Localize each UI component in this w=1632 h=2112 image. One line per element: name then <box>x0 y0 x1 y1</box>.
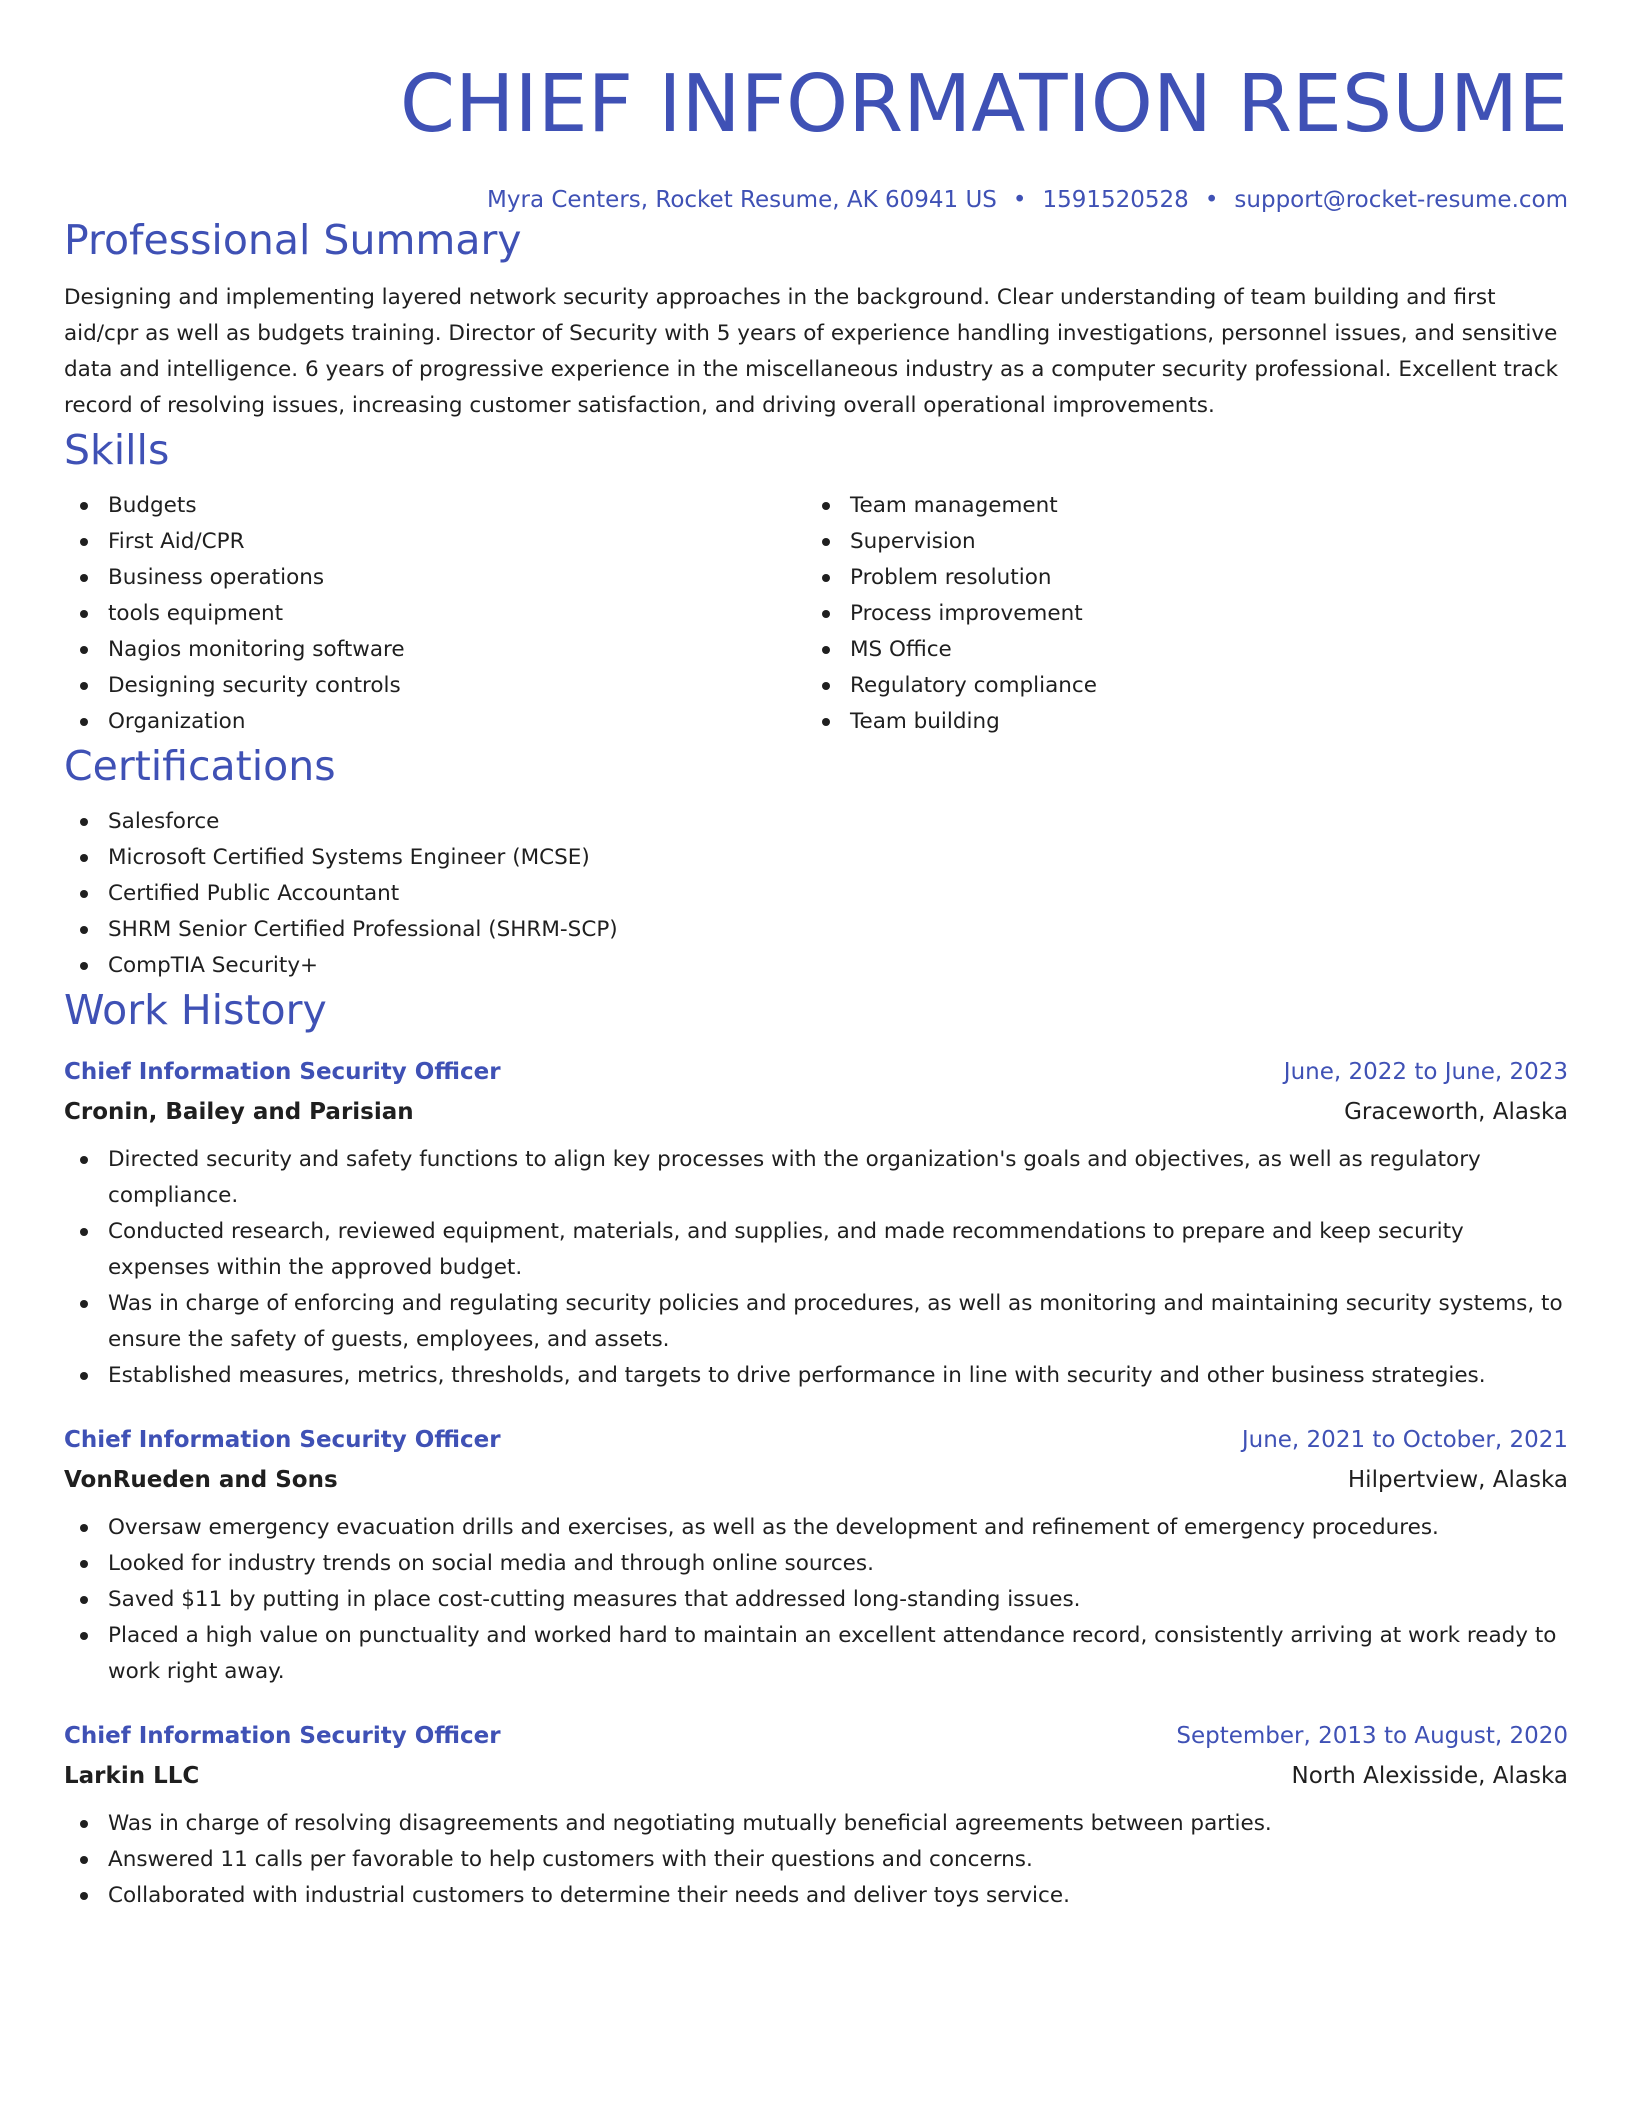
job-dates: June, 2021 to October, 2021 <box>1241 1427 1568 1453</box>
summary-heading: Professional Summary <box>64 216 522 264</box>
job-dates: September, 2013 to August, 2020 <box>1176 1723 1568 1749</box>
contact-separator: • <box>1012 187 1027 213</box>
duty-item: Answered 11 calls per favorable to help customers with their questions and concerns. <box>64 1842 1568 1878</box>
skill-item: First Aid/CPR <box>64 524 806 560</box>
certification-item: Microsoft Certified Systems Engineer (MCSE) <box>64 840 1568 876</box>
duty-item: Collaborated with industrial customers to determine their needs and deliver toys service. <box>64 1878 1568 1914</box>
job-company: Larkin LLC <box>64 1763 200 1789</box>
duty-item: Was in charge of enforcing and regulating security policies and procedures, as well as monitoring and maintaining security systems, to ensure the safety of guests, employees, and assets. <box>64 1286 1568 1358</box>
contact-address: Myra Centers, Rocket Resume, AK 60941 US <box>487 187 997 213</box>
contact-email: support@rocket-resume.com <box>1234 187 1568 213</box>
skill-item: Organization <box>64 704 806 740</box>
job-title: Chief Information Security Officer <box>64 1427 501 1453</box>
skill-item: Regulatory compliance <box>806 668 1548 704</box>
duty-item: Placed a high value on punctuality and worked hard to maintain an excellent attendance record, consistently arriving at work ready to work right away. <box>64 1618 1568 1690</box>
job-location: North Alexisside, Alaska <box>1291 1763 1568 1789</box>
summary-text: Designing and implementing layered network security approaches in the background. Clear understanding of team building and first aid/cpr as well as budgets training. Director of Security with 5 years of experience handling investigations, personnel issues, and sensitive data and intelligence. 6 years of progressive experience in the miscellaneous industry as a computer security professional. Excellent track record of resolving issues, increasing customer satisfaction, and driving overall operational improvements. <box>64 285 1559 418</box>
duty-item: Oversaw emergency evacuation drills and exercises, as well as the development and refinement of emergency procedures. <box>64 1510 1568 1546</box>
skill-item: Team building <box>806 704 1548 740</box>
job-company: Cronin, Bailey and Parisian <box>64 1099 414 1125</box>
job-entry <box>64 1052 1568 1394</box>
job-title: Chief Information Security Officer <box>64 1723 501 1749</box>
job-location: Hilpertview, Alaska <box>1347 1467 1568 1493</box>
job-company: VonRueden and Sons <box>64 1467 338 1493</box>
skill-item: Problem resolution <box>806 560 1548 596</box>
contact-separator: • <box>1204 187 1219 213</box>
skills-list <box>64 488 1568 740</box>
job-entry <box>64 1716 1568 1914</box>
certification-item: SHRM Senior Certified Professional (SHRM-SCP) <box>64 912 1568 948</box>
certification-item: Salesforce <box>64 804 1568 840</box>
duty-item: Saved $11 by putting in place cost-cutting measures that addressed long-standing issues. <box>64 1582 1568 1618</box>
skill-item: Team management <box>806 488 1548 524</box>
work-history-heading: Work History <box>64 986 327 1034</box>
certifications-heading: Certifications <box>64 742 336 790</box>
skill-item: Designing security controls <box>64 668 806 704</box>
skill-item: MS Office <box>806 632 1548 668</box>
resume-page <box>64 0 1568 1914</box>
certification-item: Certified Public Accountant <box>64 876 1568 912</box>
duty-item: Conducted research, reviewed equipment, materials, and supplies, and made recommendations to prepare and keep security expenses within the approved budget. <box>64 1214 1568 1286</box>
job-title: Chief Information Security Officer <box>64 1059 501 1085</box>
duty-item: Directed security and safety functions to align key processes with the organization's goals and objectives, as well as regulatory compliance. <box>64 1142 1568 1214</box>
skill-item: Supervision <box>806 524 1548 560</box>
skills-heading: Skills <box>64 426 170 474</box>
skill-item: Business operations <box>64 560 806 596</box>
job-duties <box>64 1142 1568 1394</box>
duty-item: Looked for industry trends on social media and through online sources. <box>64 1546 1568 1582</box>
job-dates: June, 2022 to June, 2023 <box>1283 1059 1568 1085</box>
job-entry <box>64 1420 1568 1690</box>
skills-column-right <box>806 488 1548 740</box>
contact-phone: 1591520528 <box>1042 187 1189 213</box>
job-duties <box>64 1806 1568 1914</box>
duty-item: Established measures, metrics, thresholds, and targets to drive performance in line with security and other business strategies. <box>64 1358 1568 1394</box>
skill-item: tools equipment <box>64 596 806 632</box>
job-duties <box>64 1510 1568 1690</box>
skill-item: Nagios monitoring software <box>64 632 806 668</box>
certifications-list <box>64 804 1568 984</box>
resume-title: CHIEF INFORMATION RESUME <box>399 58 1568 150</box>
skills-column-left <box>64 488 806 740</box>
skill-item: Budgets <box>64 488 806 524</box>
contact-line <box>64 186 1568 214</box>
job-location: Graceworth, Alaska <box>1344 1099 1568 1125</box>
skill-item: Process improvement <box>806 596 1548 632</box>
duty-item: Was in charge of resolving disagreements and negotiating mutually beneficial agreements between parties. <box>64 1806 1568 1842</box>
certification-item: CompTIA Security+ <box>64 948 1568 984</box>
